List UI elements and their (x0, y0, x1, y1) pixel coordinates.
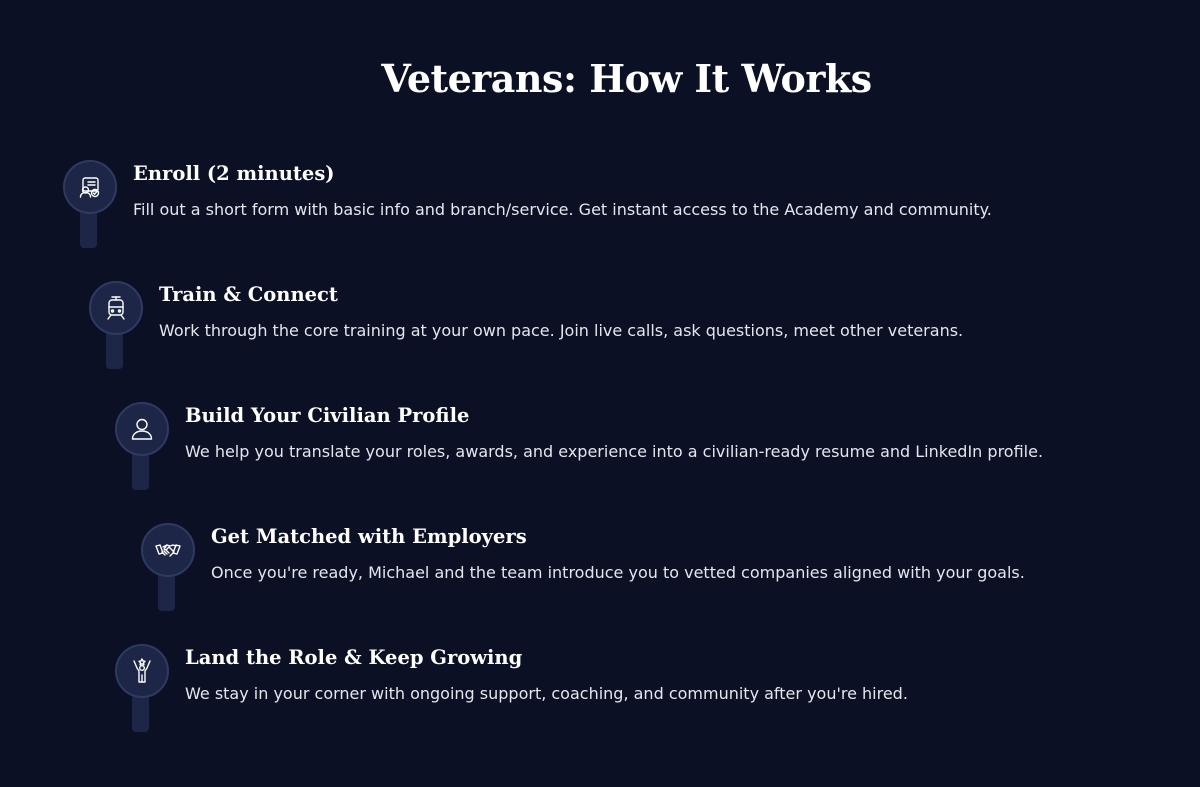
step-marker (89, 281, 143, 371)
step-description: We help you translate your roles, awards, and experience into a civilian-ready resume and LinkedIn profile. (185, 442, 1044, 461)
form-check-icon (63, 160, 117, 214)
step-marker (63, 160, 117, 250)
step-marker (115, 402, 169, 492)
page-title: Veterans: How It Works (381, 56, 872, 101)
step-marker (115, 644, 169, 734)
step-description: We stay in your corner with ongoing support, coaching, and community after you're hired. (185, 684, 908, 703)
step-marker (141, 523, 195, 613)
celebrate-icon (115, 644, 169, 698)
handshake-icon (141, 523, 195, 577)
step-title: Enroll (2 minutes) (133, 162, 335, 185)
step-description: Fill out a short form with basic info and branch/service. Get instant access to the Academy and community. (133, 200, 992, 219)
train-icon (89, 281, 143, 335)
user-icon (115, 402, 169, 456)
step-title: Build Your Civilian Profile (185, 404, 470, 427)
step-description: Once you're ready, Michael and the team introduce you to vetted companies aligned with your goals. (211, 563, 1025, 582)
step-description: Work through the core training at your own pace. Join live calls, ask questions, meet other veterans. (159, 321, 964, 340)
step-title: Train & Connect (159, 283, 338, 306)
step-title: Land the Role & Keep Growing (185, 646, 523, 669)
step-title: Get Matched with Employers (211, 525, 527, 548)
